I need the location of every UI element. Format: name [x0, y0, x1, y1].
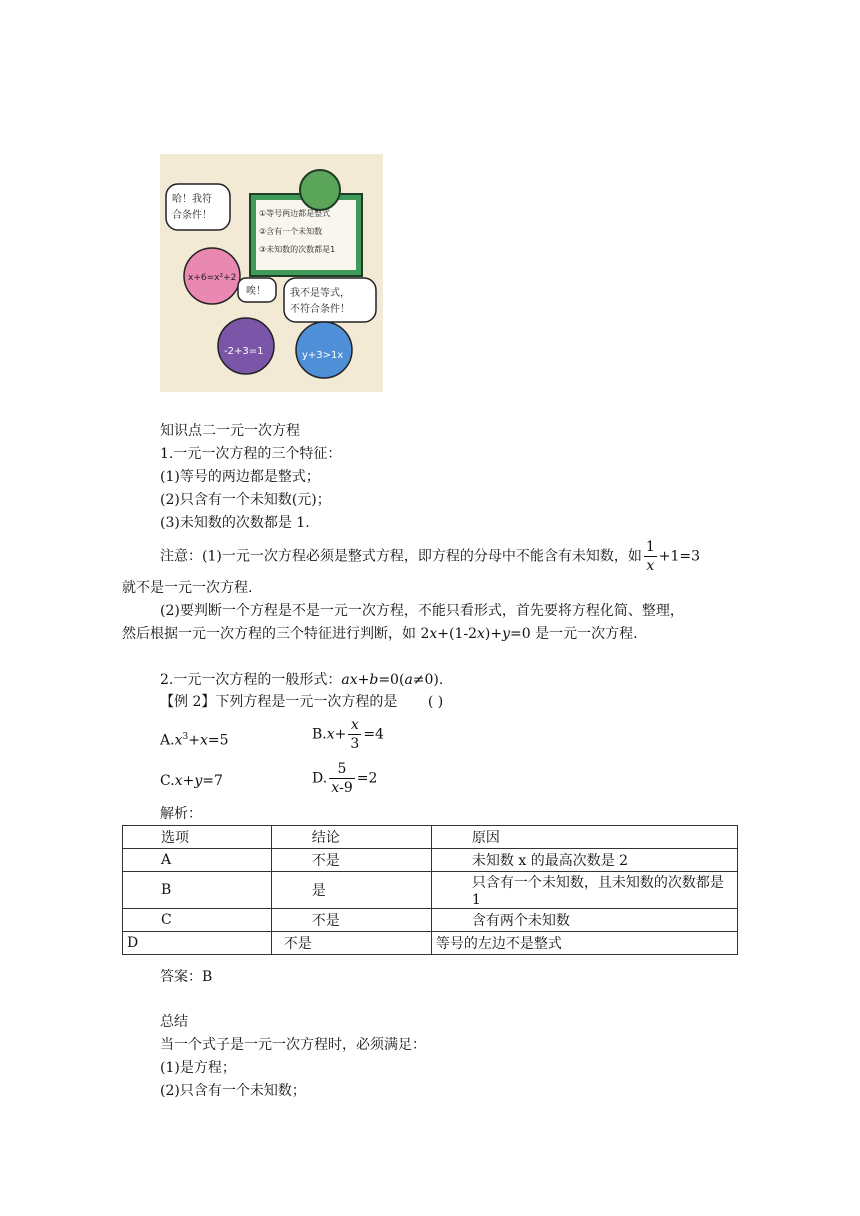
summary-item-2: (2)只含有一个未知数； — [160, 1083, 306, 1099]
table-cell: 不是 — [271, 909, 431, 932]
table-cell: 未知数 x 的最高次数是 2 — [431, 849, 737, 872]
feature-item-3: (3)未知数的次数都是 1. — [160, 515, 310, 531]
cartoon-svg — [160, 154, 383, 392]
note-1-continuation: 就不是一元一次方程. — [122, 580, 253, 596]
answer: 答案：B — [160, 969, 213, 985]
fraction-denominator: x — [646, 558, 655, 574]
note-2-line2: 然后根据一元一次方程的三个特征进行判断，如 2x+(1-2x)+y=0 是一元一次方程. — [122, 626, 638, 642]
table-row — [123, 932, 738, 955]
table-cell: 是 — [271, 872, 431, 909]
analysis-table — [122, 825, 738, 955]
header-option: 选项 — [123, 826, 272, 849]
header-reason: 原因 — [431, 826, 737, 849]
analysis-label: 解析： — [160, 806, 202, 822]
purple-equation: -2+3=1 — [224, 346, 264, 357]
table-cell: 等号的左边不是整式 — [431, 932, 737, 955]
bubble-left-line2: 合条件！ — [172, 210, 212, 221]
summary-intro: 当一个式子是一元一次方程时，必须满足： — [160, 1037, 426, 1053]
feature-item-2: (2)只含有一个未知数(元)； — [160, 492, 331, 508]
note-2-line1: (2)要判断一个方程是不是一元一次方程，不能只看形式，首先要将方程化简、整理， — [160, 603, 684, 619]
bubble-right-line1: 我不是等式， — [290, 288, 350, 299]
board-line-2: ②含有一个未知数 — [259, 227, 323, 236]
table-header-row — [123, 826, 738, 849]
board-line-1: ①等号两边都是整式 — [259, 209, 331, 218]
note-1-line — [160, 538, 700, 575]
feature-item-1: (1)等号的两边都是整式； — [160, 469, 320, 485]
bubble-left-line1: 哈！我符 — [172, 194, 212, 205]
header-conclusion: 结论 — [271, 826, 431, 849]
section-title: 知识点二一元一次方程 — [160, 423, 300, 439]
blue-equation: y+3>1x — [302, 350, 344, 361]
example-title: 【例 2】下列方程是一元一次方程的是 — [160, 694, 398, 710]
cartoon-illustration — [160, 154, 383, 392]
fraction-numerator: 1 — [645, 539, 655, 555]
general-form: 2.一元一次方程的一般形式：ax+b=0(a≠0). — [160, 672, 444, 688]
summary-item-1: (1)是方程； — [160, 1060, 236, 1076]
option-a: $A.x^3+x=5$ — [160, 732, 229, 749]
example-title-line — [160, 692, 443, 712]
fraction-1-over-x — [644, 538, 657, 575]
speech-bubble-right — [284, 278, 376, 322]
table-cell: D — [123, 932, 272, 955]
table-cell: 含有两个未知数 — [431, 909, 737, 932]
bubble-middle-text: 唉！ — [246, 286, 266, 297]
option-c: C.x+y=7 — [160, 773, 223, 789]
table-cell: 不是 — [271, 932, 431, 955]
speech-bubble-left — [166, 184, 230, 230]
note-1-equation-tail: +1=3 — [658, 548, 701, 565]
board-line-3: ③未知数的次数都是1 — [259, 245, 336, 254]
table-cell: 只含有一个未知数，且未知数的次数都是 1 — [431, 872, 737, 909]
answer-blank: ( ) — [427, 694, 444, 710]
pink-equation: x+6=x²+2 — [188, 273, 237, 283]
table-row — [123, 849, 738, 872]
note-1-text: 注意：(1)一元一次方程必须是整式方程，即方程的分母中不能含有未知数，如 — [160, 548, 642, 565]
table-row — [123, 872, 738, 909]
green-character — [300, 170, 340, 210]
table-cell: B — [123, 872, 272, 909]
table-cell: C — [123, 909, 272, 932]
table-cell: A — [123, 849, 272, 872]
table-row — [123, 909, 738, 932]
bubble-right-line2: 不符合条件！ — [290, 304, 350, 315]
summary-title: 总结 — [160, 1014, 188, 1030]
option-d: D. $\frac{5}{x-9}$ =2 — [312, 761, 378, 796]
table-cell: 不是 — [271, 849, 431, 872]
option-b: B.x+ $\frac{x}{3}$ =4 — [312, 717, 384, 752]
features-intro: 1.一元一次方程的三个特征： — [160, 446, 342, 462]
